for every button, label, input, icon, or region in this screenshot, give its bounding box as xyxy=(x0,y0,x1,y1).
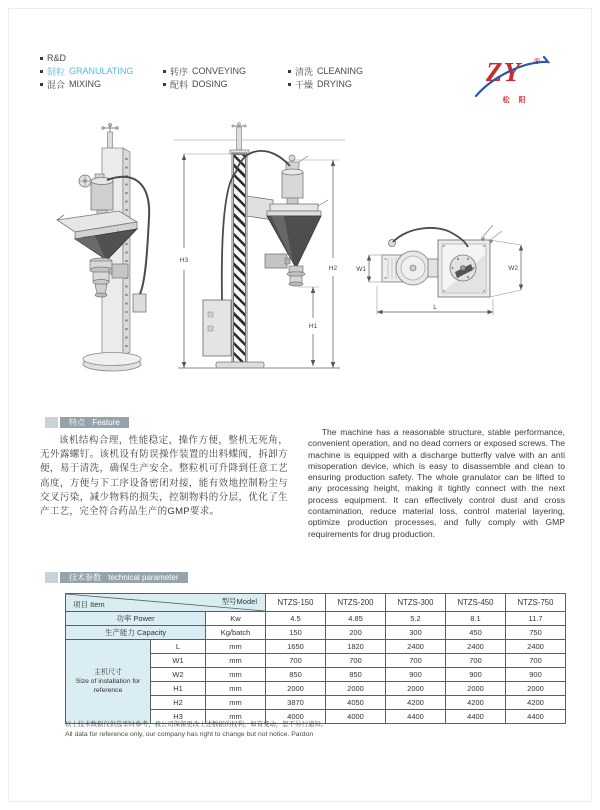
value-cell: 4200 xyxy=(506,696,566,710)
value-cell: 1820 xyxy=(326,640,386,654)
value-cell: 11.7 xyxy=(506,612,566,626)
footer-note-zh: 以上技术数据仅供选型时参考，我公司保留更改上述数据的权利，如有变动，恕不另行通知。 xyxy=(65,721,328,728)
dim-cell: H1 xyxy=(151,682,206,696)
unit-cell: Kw xyxy=(206,612,266,626)
unit-cell: mm xyxy=(206,696,266,710)
value-cell: 4000 xyxy=(326,710,386,724)
size-group-zh: 主机尺寸 xyxy=(94,668,122,676)
value-cell: 4.5 xyxy=(266,612,326,626)
menu-label-en: GRANULATING xyxy=(69,66,134,76)
footer-note-en: All data for reference only, our company has right to change but not notice. Pardon xyxy=(65,730,314,738)
table-row-capacity xyxy=(66,626,566,640)
feature-paragraph-en: The machine has a reasonable structure, stable performance, convenient operation, and no dead corners or exposed screws. The machine is equipped with a discharge butterfly valve with an anti misoperation device, which is easy to disassemble and clean to ensuring production safety. The whole granulator can be lifted to any processing height, making it tightly connect with the next process equipment. It can effectively control dust and cross contamination, reduce material loss, control material layering, optimize production processes, and fully comply with GMP requirements for drug production. xyxy=(308,427,565,539)
menu-label-zh: 清洗 xyxy=(295,66,314,77)
value-cell: 450 xyxy=(446,626,506,640)
menu-label-zh: 干燥 xyxy=(295,79,314,90)
model-header-cell: NTZS-450 xyxy=(446,594,506,612)
value-cell: 2400 xyxy=(386,640,446,654)
menu-label-en: DRYING xyxy=(317,79,352,89)
bullet-icon xyxy=(163,83,166,86)
dim-cell: L xyxy=(151,640,206,654)
technical-parameter-table xyxy=(65,593,566,724)
menu-label: R&D xyxy=(47,53,67,63)
side-view-drawing xyxy=(172,118,347,388)
logo-text: ZY xyxy=(486,57,521,87)
dim-label-w2: W2 xyxy=(508,265,518,272)
feature-header-en: Feature xyxy=(92,418,120,427)
dim-label-w1: W1 xyxy=(356,266,366,273)
bullet-icon xyxy=(40,70,43,73)
bullet-icon xyxy=(288,70,291,73)
menu-label-en: CLEANING xyxy=(317,66,364,76)
value-cell: 4000 xyxy=(266,710,326,724)
value-cell: 850 xyxy=(266,668,326,682)
top-view-drawing xyxy=(355,212,545,337)
size-group-label xyxy=(66,640,151,724)
menu-item-cleaning xyxy=(288,65,363,77)
value-cell: 4400 xyxy=(506,710,566,724)
isometric-view-svg xyxy=(55,118,175,383)
model-header-cell: NTZS-200 xyxy=(326,594,386,612)
value-cell: 700 xyxy=(506,654,566,668)
menu-item-mixing xyxy=(40,78,101,90)
value-cell: 2000 xyxy=(386,682,446,696)
menu-label-zh: 混合 xyxy=(47,79,66,90)
footer-note xyxy=(65,720,535,740)
side-view-svg xyxy=(172,118,347,388)
header-accent-block xyxy=(45,572,58,583)
value-cell: 4400 xyxy=(386,710,446,724)
bullet-icon xyxy=(40,83,43,86)
unit-cell: mm xyxy=(206,654,266,668)
unit-cell: mm xyxy=(206,668,266,682)
parameter-header-zh: 技术参数 xyxy=(69,573,101,582)
dim-label-h2: H2 xyxy=(328,265,338,272)
value-cell: 700 xyxy=(386,654,446,668)
feature-header-zh: 特点 xyxy=(69,418,85,427)
menu-label-en: CONVEYING xyxy=(192,66,247,76)
logo-subtext: 松阳 xyxy=(502,97,535,104)
dim-cell: W1 xyxy=(151,654,206,668)
model-header-cell: NTZS-150 xyxy=(266,594,326,612)
isometric-view-drawing xyxy=(55,118,175,383)
dim-cell: H3 xyxy=(151,710,206,724)
value-cell: 700 xyxy=(446,654,506,668)
menu-item-dosing xyxy=(163,78,228,90)
menu-label-en: MIXING xyxy=(69,79,102,89)
value-cell: 2400 xyxy=(446,640,506,654)
value-cell: 700 xyxy=(326,654,386,668)
value-cell: 5.2 xyxy=(386,612,446,626)
dim-cell: H2 xyxy=(151,696,206,710)
value-cell: 2400 xyxy=(506,640,566,654)
value-cell: 2000 xyxy=(326,682,386,696)
value-cell: 4400 xyxy=(446,710,506,724)
menu-item-drying xyxy=(288,78,352,90)
dim-label-h3: H3 xyxy=(179,257,189,264)
model-header-cell: NTZS-750 xyxy=(506,594,566,612)
menu-item-granulating xyxy=(40,65,133,77)
model-header-cell: NTZS-300 xyxy=(386,594,446,612)
unit-cell: mm xyxy=(206,640,266,654)
registered-trademark-icon: ® xyxy=(534,57,540,66)
unit-cell: Kg/batch xyxy=(206,626,266,640)
bullet-icon xyxy=(163,70,166,73)
value-cell: 1650 xyxy=(266,640,326,654)
item-model-header-cell xyxy=(66,594,266,612)
menu-item-conveying xyxy=(163,65,246,77)
item-label: 项目 Item xyxy=(73,600,105,609)
value-cell: 850 xyxy=(326,668,386,682)
parameter-section-header xyxy=(45,572,188,583)
menu-label-en: DOSING xyxy=(192,79,228,89)
size-group-en: Size of installation for reference xyxy=(75,678,141,695)
feature-paragraph-zh: 该机结构合理，性能稳定，操作方便，整机无死角，无外露螺钉。该机设有防误操作装置的出料蝶阀，拆卸方便，易于清洗，确保生产安全。整粒机可升降到任意工艺高度，方便与下工序设备密闭对接，能有效地控制粉尘与交叉污染，减少物料的损失，控制物料的分层，优化了生产工艺，完全符合药品生产的GMP要求。 xyxy=(40,435,288,518)
value-cell: 900 xyxy=(446,668,506,682)
header-accent-block xyxy=(45,417,58,428)
value-cell: 150 xyxy=(266,626,326,640)
value-cell: 300 xyxy=(386,626,446,640)
value-cell: 200 xyxy=(326,626,386,640)
bullet-icon xyxy=(40,57,43,60)
menu-label-zh: 转序 xyxy=(170,66,189,77)
value-cell: 750 xyxy=(506,626,566,640)
parameter-header-en: technical parameter xyxy=(108,573,179,582)
value-cell: 4.85 xyxy=(326,612,386,626)
parameter-header-bar xyxy=(60,572,188,583)
top-view-svg xyxy=(355,212,545,337)
menu-label-zh: 制粒 xyxy=(47,66,66,77)
value-cell: 4200 xyxy=(386,696,446,710)
table-row-power xyxy=(66,612,566,626)
feature-header-bar xyxy=(60,417,129,428)
value-cell: 8.1 xyxy=(446,612,506,626)
value-cell: 3870 xyxy=(266,696,326,710)
row-label: 生产能力 Capacity xyxy=(66,626,206,640)
value-cell: 900 xyxy=(506,668,566,682)
dim-cell: W2 xyxy=(151,668,206,682)
model-label: 型号Model xyxy=(221,597,257,606)
dim-label-h1: H1 xyxy=(308,323,318,330)
value-cell: 700 xyxy=(266,654,326,668)
row-label: 功率 Power xyxy=(66,612,206,626)
value-cell: 4200 xyxy=(446,696,506,710)
value-cell: 2000 xyxy=(506,682,566,696)
company-logo xyxy=(476,55,552,107)
value-cell: 2000 xyxy=(266,682,326,696)
bullet-icon xyxy=(288,83,291,86)
value-cell: 2000 xyxy=(446,682,506,696)
value-cell: 900 xyxy=(386,668,446,682)
unit-cell: mm xyxy=(206,682,266,696)
table-row-L xyxy=(66,640,566,654)
value-cell: 4050 xyxy=(326,696,386,710)
dim-label-l: L xyxy=(433,304,437,311)
unit-cell: mm xyxy=(206,710,266,724)
feature-section-header xyxy=(45,417,129,428)
menu-label-zh: 配料 xyxy=(170,79,189,90)
menu-item-rd xyxy=(40,52,66,64)
